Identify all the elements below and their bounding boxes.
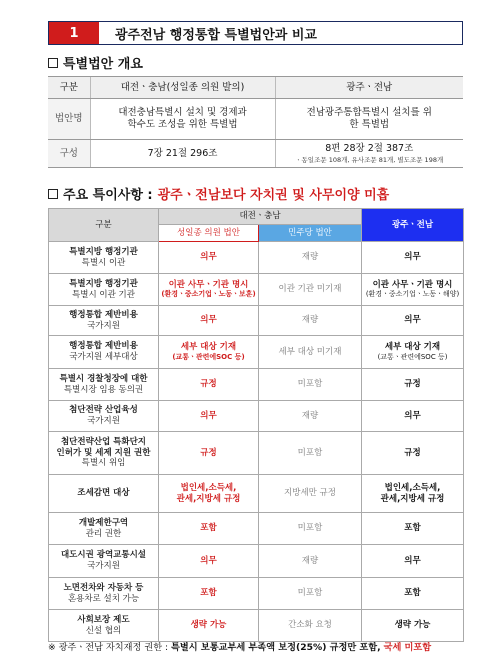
cell-note: (교통ㆍ관련에SOC 등) bbox=[377, 352, 448, 361]
compare-cell-democratic: 재량 bbox=[259, 306, 362, 336]
overview-text: 8편 28장 2절 387조 bbox=[325, 143, 414, 154]
cell-text: 포함 bbox=[200, 588, 217, 599]
row-label-main: 노면전차와 자동차 등 bbox=[63, 582, 144, 593]
cell-text: 규정 bbox=[404, 379, 421, 390]
cell-text: 의무 bbox=[404, 555, 421, 566]
compare-cell-gwangju bbox=[362, 306, 464, 336]
row-label-main: 첨단전략 산업육성 bbox=[69, 405, 138, 416]
compare-row bbox=[49, 545, 464, 578]
row-label-main: 첨단전략산업 특화단지 bbox=[60, 437, 147, 448]
compare-row-label bbox=[49, 306, 159, 336]
cell-text-2: 관세,지방세 규정 bbox=[380, 493, 445, 504]
cell-text: 법인세,소득세, bbox=[384, 482, 441, 493]
compare-cell-sung bbox=[159, 545, 259, 578]
compare-cell-democratic: 미포함 bbox=[259, 578, 362, 610]
row-label-main: 행정통합 제반비용 bbox=[69, 341, 138, 352]
compare-cell-democratic: 세부 대상 미기재 bbox=[259, 336, 362, 369]
compare-row-label bbox=[49, 475, 159, 513]
cell-text: 의무 bbox=[200, 410, 217, 421]
compare-row-label bbox=[49, 513, 159, 545]
compare-row-label bbox=[49, 545, 159, 578]
cell-text: 규정 bbox=[200, 379, 217, 390]
overview-header-gwangju: 광주ㆍ전남 bbox=[275, 77, 463, 99]
footnote-red: 국세 미포함 bbox=[383, 642, 432, 653]
overview-cell-gwangju bbox=[275, 99, 463, 140]
compare-row bbox=[49, 610, 464, 642]
overview-label: 법안명 bbox=[48, 99, 90, 140]
compare-cell-gwangju bbox=[362, 475, 464, 513]
compare-cell-democratic: 재량 bbox=[259, 401, 362, 432]
compare-cell-gwangju bbox=[362, 242, 464, 274]
cell-text: 의무 bbox=[200, 555, 217, 566]
compare-cell-gwangju bbox=[362, 401, 464, 432]
compare-cell-gwangju bbox=[362, 336, 464, 369]
compare-cell-sung bbox=[159, 369, 259, 401]
row-label-main-2: 인허가 및 세제 지원 권한 bbox=[56, 447, 151, 458]
overview-row-bill-name bbox=[48, 99, 463, 140]
compare-cell-gwangju bbox=[362, 432, 464, 475]
cell-text: 이관 사무ㆍ기관 명시 bbox=[372, 279, 453, 290]
row-label-sub: 국가지원 bbox=[87, 320, 120, 331]
cell-text: 규정 bbox=[200, 447, 217, 458]
compare-row bbox=[49, 274, 464, 306]
section-heading-overview bbox=[48, 53, 143, 72]
section-heading-text: 특별법안 개요 bbox=[63, 57, 143, 72]
overview-header-row bbox=[48, 77, 463, 99]
compare-row bbox=[49, 578, 464, 610]
compare-cell-sung bbox=[159, 336, 259, 369]
compare-cell-sung bbox=[159, 274, 259, 306]
compare-cell-democratic: 이관 기관 미기재 bbox=[259, 274, 362, 306]
section-heading-prefix: 주요 특이사항 : bbox=[63, 188, 153, 203]
cell-text: 의무 bbox=[404, 252, 421, 263]
cell-note: (환경ㆍ중소기업ㆍ노동ㆍ보훈) bbox=[161, 290, 256, 299]
overview-cell-gwangju bbox=[275, 140, 463, 168]
square-bullet-icon bbox=[48, 189, 58, 199]
compare-cell-sung bbox=[159, 242, 259, 274]
cell-text: 세부 대상 기재 bbox=[180, 342, 237, 353]
cell-text: 의무 bbox=[404, 315, 421, 326]
compare-cell-democratic: 미포함 bbox=[259, 513, 362, 545]
cell-text-2: 관세,지방세 규정 bbox=[176, 493, 241, 504]
compare-cell-gwangju bbox=[362, 578, 464, 610]
cell-text: 이관 사무ㆍ기관 명시 bbox=[168, 279, 249, 290]
overview-label: 구성 bbox=[48, 140, 90, 168]
compare-cell-democratic: 재량 bbox=[259, 242, 362, 274]
row-label-main: 사회보장 제도 bbox=[77, 614, 130, 625]
row-label-sub: 특별시장 임용 동의권 bbox=[63, 384, 144, 395]
row-label-sub: 국가지원 bbox=[87, 416, 120, 426]
overview-cell-daejeon bbox=[90, 99, 275, 140]
section-heading-highlight: 광주ㆍ전남보다 자치권 및 사무이양 미흡 bbox=[157, 188, 390, 203]
row-label-sub: 특별시 이관 기관 bbox=[72, 289, 135, 300]
row-label-sub: 특별시 이관 bbox=[81, 257, 126, 268]
compare-row bbox=[49, 306, 464, 336]
compare-row-label bbox=[49, 369, 159, 401]
compare-cell-sung bbox=[159, 475, 259, 513]
title-number: 1 bbox=[49, 22, 99, 44]
cell-text: 포함 bbox=[404, 588, 421, 599]
compare-row-label bbox=[49, 610, 159, 642]
compare-header-sung-bill: 성일종 의원 법안 bbox=[159, 225, 259, 242]
overview-text: 대전충남특별시 설치 및 경제과학수도 조성을 위한 특별법 bbox=[118, 107, 247, 130]
compare-cell-gwangju bbox=[362, 369, 464, 401]
compare-cell-gwangju bbox=[362, 610, 464, 642]
compare-header-democratic-bill: 민주당 법안 bbox=[259, 225, 362, 242]
cell-note: (교통ㆍ관련에SOC 등) bbox=[172, 352, 245, 361]
overview-header-daejeon: 대전ㆍ충남(성일종 의원 발의) bbox=[90, 77, 275, 99]
compare-row bbox=[49, 369, 464, 401]
compare-row-label bbox=[49, 578, 159, 610]
compare-row-label bbox=[49, 274, 159, 306]
compare-cell-sung bbox=[159, 578, 259, 610]
cell-text: 규정 bbox=[404, 447, 421, 458]
compare-cell-democratic: 재량 bbox=[259, 545, 362, 578]
compare-cell-sung bbox=[159, 401, 259, 432]
page-title: 광주전남 행정통합 특별법안과 비교 bbox=[115, 27, 317, 43]
section-heading-compare bbox=[48, 184, 389, 203]
cell-note: (환경ㆍ중소기업ㆍ노동ㆍ해양) bbox=[365, 290, 460, 299]
row-label-sub: 국가지원 세부대상 bbox=[69, 352, 138, 362]
row-label-sub: 혼용차로 설치 가능 bbox=[67, 593, 140, 604]
compare-row bbox=[49, 432, 464, 475]
compare-cell-democratic: 미포함 bbox=[259, 369, 362, 401]
compare-cell-sung bbox=[159, 513, 259, 545]
compare-cell-gwangju bbox=[362, 545, 464, 578]
overview-note: ㆍ동일조문 108개, 유사조문 81개, 별도조문 198개 bbox=[295, 155, 444, 164]
title-bar bbox=[48, 21, 463, 45]
compare-row bbox=[49, 242, 464, 274]
compare-cell-sung bbox=[159, 432, 259, 475]
row-label-main: 특별시 경찰청장에 대한 bbox=[59, 373, 148, 384]
compare-row bbox=[49, 401, 464, 432]
compare-row bbox=[49, 513, 464, 545]
row-label-main: 특별지방 행정기관 bbox=[69, 246, 138, 257]
cell-text: 의무 bbox=[404, 410, 421, 421]
compare-cell-gwangju bbox=[362, 513, 464, 545]
compare-header-gubun: 구분 bbox=[49, 209, 159, 242]
compare-row bbox=[49, 475, 464, 513]
row-label-main: 대도시권 광역교통시설 bbox=[60, 550, 147, 561]
row-label-main: 조세감면 대상 bbox=[77, 488, 130, 499]
footnote-prefix: ※ 광주ㆍ전남 자치재정 권한 : bbox=[48, 642, 172, 653]
row-label-main: 행정통합 제반비용 bbox=[69, 309, 138, 320]
row-label-sub: 관리 권한 bbox=[85, 528, 122, 539]
compare-cell-democratic: 미포함 bbox=[259, 432, 362, 475]
compare-cell-sung bbox=[159, 610, 259, 642]
compare-cell-democratic: 지방세만 규정 bbox=[259, 475, 362, 513]
row-label-main: 특별지방 행정기관 bbox=[69, 278, 138, 289]
compare-row-label bbox=[49, 401, 159, 432]
row-label-sub: 특별시 위임 bbox=[81, 458, 126, 469]
cell-text: 포함 bbox=[404, 523, 421, 534]
row-label-main: 개발제한구역 bbox=[78, 517, 129, 528]
cell-text: 세부 대상 기재 bbox=[384, 342, 441, 353]
cell-text: 의무 bbox=[200, 315, 217, 326]
overview-text: 전남광주통합특별시 설치를 위한 특별법 bbox=[306, 107, 432, 130]
overview-cell-daejeon: 7장 21절 296조 bbox=[90, 140, 275, 168]
compare-header-gwangju: 광주ㆍ전남 bbox=[362, 209, 464, 242]
cell-text: 생략 가능 bbox=[394, 620, 431, 631]
compare-cell-democratic: 간소화 요청 bbox=[259, 610, 362, 642]
comparison-table bbox=[48, 208, 464, 642]
row-label-sub: 국가지원 bbox=[87, 561, 120, 571]
row-label-sub: 신설 협의 bbox=[85, 625, 122, 636]
overview-table bbox=[48, 76, 463, 168]
footnote bbox=[48, 639, 431, 653]
cell-text: 의무 bbox=[200, 252, 217, 263]
compare-row-label bbox=[49, 432, 159, 475]
overview-row-structure bbox=[48, 140, 463, 168]
cell-text: 포함 bbox=[200, 523, 217, 534]
compare-row bbox=[49, 336, 464, 369]
cell-text: 생략 가능 bbox=[190, 620, 227, 631]
compare-row-label bbox=[49, 336, 159, 369]
compare-header-row-1 bbox=[49, 209, 464, 225]
square-bullet-icon bbox=[48, 58, 58, 68]
compare-header-daejeon: 대전ㆍ충남 bbox=[159, 209, 362, 225]
cell-text: 법인세,소득세, bbox=[180, 482, 237, 493]
compare-row-label bbox=[49, 242, 159, 274]
footnote-bold: 특별시 보통교부세 부족액 보정(25%) 규정만 포함, bbox=[171, 642, 381, 653]
compare-cell-sung bbox=[159, 306, 259, 336]
compare-cell-gwangju bbox=[362, 274, 464, 306]
overview-header-gubun: 구분 bbox=[48, 77, 90, 99]
